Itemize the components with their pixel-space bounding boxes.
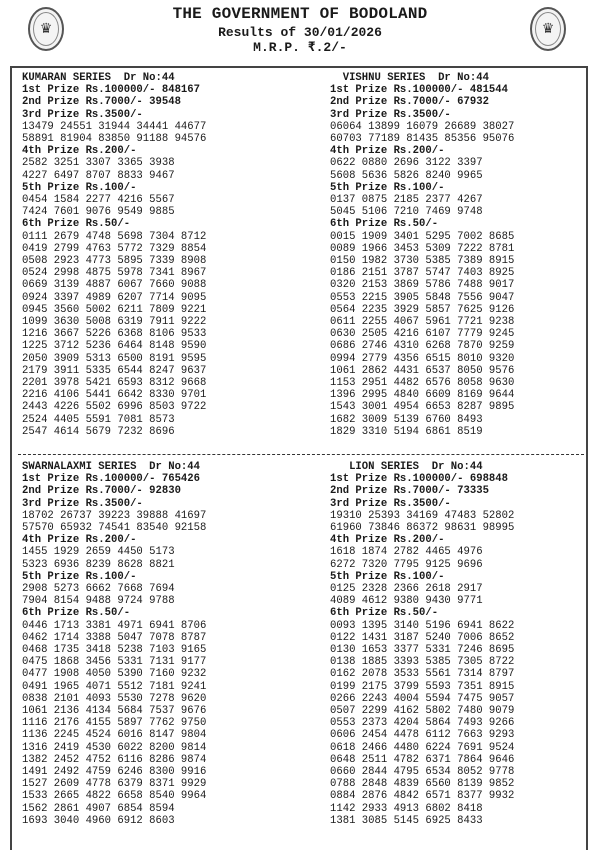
emblem-left-icon: ♛ — [28, 7, 64, 51]
sixth-prize-numbers: 0186 2151 3787 5747 7403 8925 — [330, 267, 515, 280]
fifth-prize-numbers: 0125 2328 2366 2618 2917 — [330, 583, 483, 596]
sixth-prize-numbers: 0924 3397 4989 6207 7714 9095 — [22, 291, 207, 304]
fourth-prize-label: 4th Prize Rs.200/- — [330, 145, 445, 158]
sixth-prize-numbers: 0630 2505 4216 6107 7779 9245 — [330, 328, 515, 341]
series-block-vishnu — [330, 72, 514, 438]
series-header: VISHNU SERIES Dr No:44 — [330, 72, 489, 84]
sixth-prize-numbers: 1396 2995 4840 6609 8169 9644 — [330, 389, 515, 402]
sixth-prize-numbers: 1382 2452 4752 6116 8286 9874 — [22, 753, 207, 766]
fourth-prize-label: 4th Prize Rs.200/- — [22, 534, 137, 547]
second-prize: 2nd Prize Rs.7000/- 73335 — [330, 485, 489, 498]
fifth-prize-label: 5th Prize Rs.100/- — [330, 570, 445, 583]
sixth-prize-numbers: 0015 1909 3401 5295 7002 8685 — [330, 230, 515, 243]
sixth-prize-numbers: 1533 2665 4822 6658 8540 9964 — [22, 790, 207, 803]
sixth-prize-numbers: 0884 2876 4842 6571 8377 9932 — [330, 790, 515, 803]
third-prize-label: 3rd Prize Rs.3500/- — [22, 108, 143, 121]
sixth-prize-numbers: 2050 3909 5313 6500 8191 9595 — [22, 352, 207, 365]
sixth-prize-numbers: 0564 2235 3929 5857 7625 9126 — [330, 303, 515, 316]
second-prize: 2nd Prize Rs.7000/- 92830 — [22, 485, 181, 498]
third-prize-numbers: 18702 26737 39223 39888 41697 — [22, 509, 207, 522]
page-header — [0, 0, 600, 64]
sixth-prize-numbers: 0138 1885 3393 5385 7305 8722 — [330, 656, 515, 669]
sixth-prize-numbers: 1225 3712 5236 6464 8148 9590 — [22, 340, 207, 353]
page-title: THE GOVERNMENT OF BODOLAND — [172, 5, 428, 23]
second-prize: 2nd Prize Rs.7000/- 67932 — [330, 96, 489, 109]
sixth-prize-numbers: 1116 2176 4155 5897 7762 9750 — [22, 717, 207, 730]
fifth-prize-numbers: 4089 4612 9380 9430 9771 — [330, 595, 483, 608]
mrp-price: M.R.P. ₹.2/- — [253, 40, 347, 55]
sixth-prize-numbers: 0419 2799 4763 5772 7329 8854 — [22, 242, 207, 255]
sixth-prize-numbers: 1381 3085 5145 6925 8433 — [330, 814, 483, 827]
sixth-prize-numbers: 0089 1966 3453 5309 7222 8781 — [330, 242, 515, 255]
sixth-prize-numbers: 0648 2511 4782 6371 7864 9646 — [330, 753, 515, 766]
sixth-prize-numbers: 0320 2153 3869 5786 7488 9017 — [330, 279, 515, 292]
series-block-lion — [330, 461, 514, 827]
third-prize-numbers: 57570 65932 74541 83540 92158 — [22, 522, 207, 535]
sixth-prize-numbers: 1562 2861 4907 6854 8594 — [22, 802, 175, 815]
sixth-prize-numbers: 1061 2136 4134 5684 7537 9676 — [22, 705, 207, 718]
sixth-prize-numbers: 0111 2679 4748 5698 7304 8712 — [22, 230, 207, 243]
sixth-prize-numbers: 0669 3139 4887 6067 7660 9088 — [22, 279, 207, 292]
sixth-prize-numbers: 1153 2951 4482 6576 8058 9630 — [330, 377, 515, 390]
fourth-prize-numbers: 5323 6936 8239 8628 8821 — [22, 558, 175, 571]
series-header: SWARNALAXMI SERIES Dr No:44 — [22, 461, 201, 473]
first-prize: 1st Prize Rs.100000/- 848167 — [22, 84, 201, 97]
first-prize: 1st Prize Rs.100000/- 765426 — [22, 473, 201, 486]
sixth-prize-numbers: 2216 4106 5441 6642 8330 9701 — [22, 389, 207, 402]
sixth-prize-numbers: 2443 4226 5502 6996 8503 9722 — [22, 401, 207, 414]
fifth-prize-label: 5th Prize Rs.100/- — [22, 181, 137, 194]
sixth-prize-label: 6th Prize Rs.50/- — [22, 218, 131, 231]
third-prize-numbers: 58891 81904 83850 91188 94576 — [22, 133, 207, 146]
sixth-prize-numbers: 1682 3009 5139 6760 8493 — [330, 413, 483, 426]
fifth-prize-numbers: 7904 8154 9488 9724 9788 — [22, 595, 175, 608]
series-block-kumaran — [22, 72, 206, 438]
fifth-prize-numbers: 5045 5106 7210 7469 9748 — [330, 206, 483, 219]
third-prize-numbers: 13479 24551 31944 34441 44677 — [22, 120, 207, 133]
sixth-prize-numbers: 0130 1653 3377 5331 7246 8695 — [330, 644, 515, 657]
sixth-prize-numbers: 0553 2215 3905 5848 7556 9047 — [330, 291, 515, 304]
sixth-prize-numbers: 1099 3630 5008 6319 7911 9222 — [22, 316, 207, 329]
fifth-prize-label: 5th Prize Rs.100/- — [22, 570, 137, 583]
sixth-prize-numbers: 0150 1982 3730 5385 7389 8915 — [330, 255, 515, 268]
series-block-swarnalaxmi — [22, 461, 206, 827]
sixth-prize-numbers: 0994 2779 4356 6515 8010 9320 — [330, 352, 515, 365]
fifth-prize-numbers: 0137 0875 2185 2377 4267 — [330, 194, 483, 207]
sixth-prize-numbers: 0468 1735 3418 5238 7103 9165 — [22, 644, 207, 657]
third-prize-label: 3rd Prize Rs.3500/- — [330, 108, 451, 121]
third-prize-numbers: 61960 73846 86372 98631 98995 — [330, 522, 515, 535]
section-divider — [18, 454, 584, 455]
sixth-prize-numbers: 1061 2862 4431 6537 8050 9576 — [330, 364, 515, 377]
sixth-prize-numbers: 1136 2245 4524 6016 8147 9804 — [22, 729, 207, 742]
sixth-prize-numbers: 1543 3001 4954 6653 8287 9895 — [330, 401, 515, 414]
sixth-prize-numbers: 0093 1395 3140 5196 6941 8622 — [330, 619, 515, 632]
third-prize-label: 3rd Prize Rs.3500/- — [330, 497, 451, 510]
sixth-prize-numbers: 1491 2492 4759 6246 8300 9916 — [22, 766, 207, 779]
sixth-prize-numbers: 2547 4614 5679 7232 8696 — [22, 425, 175, 438]
sixth-prize-numbers: 0611 2255 4067 5961 7721 9238 — [330, 316, 515, 329]
sixth-prize-numbers: 2201 3978 5421 6593 8312 9668 — [22, 377, 207, 390]
sixth-prize-numbers: 0788 2848 4839 6560 8139 9852 — [330, 778, 515, 791]
fourth-prize-numbers: 6272 7320 7795 9125 9696 — [330, 558, 483, 571]
sixth-prize-numbers: 0838 2101 4093 5530 7278 9620 — [22, 692, 207, 705]
sixth-prize-numbers: 0199 2175 3799 5593 7351 8915 — [330, 680, 515, 693]
sixth-prize-numbers: 1829 3310 5194 6861 8519 — [330, 425, 483, 438]
fifth-prize-numbers: 0454 1584 2277 4216 5567 — [22, 194, 175, 207]
sixth-prize-numbers: 0618 2466 4480 6224 7691 9524 — [330, 741, 515, 754]
sixth-prize-numbers: 0508 2923 4773 5895 7339 8908 — [22, 255, 207, 268]
sixth-prize-numbers: 2524 4405 5591 7081 8573 — [22, 413, 175, 426]
sixth-prize-numbers: 0477 1908 4050 5390 7160 9232 — [22, 668, 207, 681]
results-date: Results of 30/01/2026 — [218, 25, 382, 40]
first-prize: 1st Prize Rs.100000/- 698848 — [330, 473, 509, 486]
third-prize-numbers: 60703 77189 81435 85356 95076 — [330, 133, 515, 146]
sixth-prize-label: 6th Prize Rs.50/- — [22, 607, 131, 620]
sixth-prize-label: 6th Prize Rs.50/- — [330, 607, 439, 620]
sixth-prize-numbers: 0660 2844 4795 6534 8052 9778 — [330, 766, 515, 779]
sixth-prize-numbers: 0446 1713 3381 4971 6941 8706 — [22, 619, 207, 632]
sixth-prize-numbers: 0524 2998 4875 5978 7341 8967 — [22, 267, 207, 280]
fourth-prize-numbers: 1455 1929 2659 4450 5173 — [22, 546, 175, 559]
sixth-prize-numbers: 1216 3667 5226 6368 8106 9533 — [22, 328, 207, 341]
sixth-prize-numbers: 1316 2419 4530 6022 8200 9814 — [22, 741, 207, 754]
series-header: KUMARAN SERIES Dr No:44 — [22, 72, 175, 84]
sixth-prize-numbers: 0606 2454 4478 6112 7663 9293 — [330, 729, 515, 742]
fifth-prize-numbers: 7424 7601 9076 9549 9885 — [22, 206, 175, 219]
sixth-prize-numbers: 0122 1431 3187 5240 7006 8652 — [330, 631, 515, 644]
emblem-right-icon: ♛ — [530, 7, 566, 51]
series-header: LION SERIES Dr No:44 — [330, 461, 483, 473]
sixth-prize-numbers: 1142 2933 4913 6802 8418 — [330, 802, 483, 815]
fourth-prize-numbers: 5608 5636 5826 8240 9965 — [330, 169, 483, 182]
sixth-prize-label: 6th Prize Rs.50/- — [330, 218, 439, 231]
fourth-prize-numbers: 4227 6497 8707 8833 9467 — [22, 169, 175, 182]
second-prize: 2nd Prize Rs.7000/- 39548 — [22, 96, 181, 109]
sixth-prize-numbers: 0507 2299 4162 5802 7480 9079 — [330, 705, 515, 718]
sixth-prize-numbers: 0491 1965 4071 5512 7181 9241 — [22, 680, 207, 693]
fourth-prize-label: 4th Prize Rs.200/- — [22, 145, 137, 158]
sixth-prize-numbers: 1693 3040 4960 6912 8603 — [22, 814, 175, 827]
fourth-prize-numbers: 0622 0880 2696 3122 3397 — [330, 157, 483, 170]
sixth-prize-numbers: 0945 3560 5002 6211 7809 9221 — [22, 303, 207, 316]
third-prize-numbers: 19310 25393 34169 47483 52802 — [330, 509, 515, 522]
sixth-prize-numbers: 2179 3911 5335 6544 8247 9637 — [22, 364, 207, 377]
fourth-prize-numbers: 2582 3251 3307 3365 3938 — [22, 157, 175, 170]
sixth-prize-numbers: 0266 2243 4004 5594 7475 9057 — [330, 692, 515, 705]
sixth-prize-numbers: 0462 1714 3388 5047 7078 8787 — [22, 631, 207, 644]
first-prize: 1st Prize Rs.100000/- 481544 — [330, 84, 509, 97]
fifth-prize-numbers: 2908 5273 6662 7668 7694 — [22, 583, 175, 596]
fourth-prize-label: 4th Prize Rs.200/- — [330, 534, 445, 547]
sixth-prize-numbers: 0475 1868 3456 5331 7131 9177 — [22, 656, 207, 669]
sixth-prize-numbers: 0553 2373 4204 5864 7493 9266 — [330, 717, 515, 730]
fourth-prize-numbers: 1618 1874 2782 4465 4976 — [330, 546, 483, 559]
sixth-prize-numbers: 1527 2609 4778 6379 8371 9929 — [22, 778, 207, 791]
sixth-prize-numbers: 0162 2078 3533 5561 7314 8797 — [330, 668, 515, 681]
sixth-prize-numbers: 0686 2746 4310 6268 7870 9259 — [330, 340, 515, 353]
third-prize-label: 3rd Prize Rs.3500/- — [22, 497, 143, 510]
fifth-prize-label: 5th Prize Rs.100/- — [330, 181, 445, 194]
third-prize-numbers: 06064 13899 16079 26689 38027 — [330, 120, 515, 133]
